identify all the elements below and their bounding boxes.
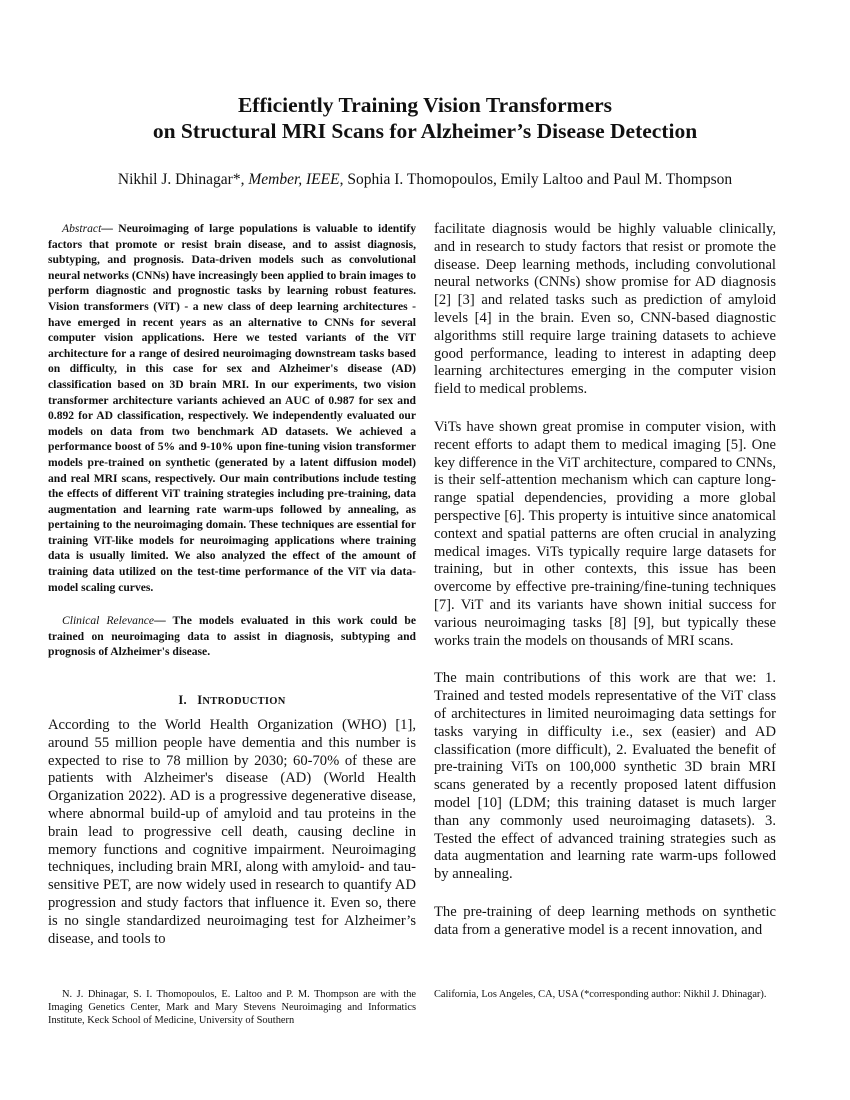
paper-title (60, 92, 790, 144)
footnote-right: California, Los Angeles, CA, USA (*corresponding author: Nikhil J. Dhinagar). (434, 989, 767, 1000)
title-line-1: Efficiently Training Vision Transformers (237, 93, 613, 117)
section-number: I. (178, 693, 187, 707)
right-column (434, 221, 776, 1000)
abstract (48, 221, 416, 595)
right-paragraph-3: The main contributions of this work are that we: 1. Trained and tested models representative of the ViT class of architectures in limited neuroimaging data settings for tasks varying in difficulty i.e., sex (easier) and AD classification (more difficult), 2. Evaluated the benefit of pre-training ViTs on 100,000 synthetic 3D brain MRI scans generated by a recently proposed latent diffusion model [10] (LDM; this training dataset is much larger than any commonly used neuroimaging datasets). 3. Tested the effect of advanced training strategies such as data augmentation and learning rate warm-ups followed by annealing. (434, 670, 776, 883)
footnote-left: N. J. Dhinagar, S. I. Thomopoulos, E. Laltoo and P. M. Thompson are with the Imaging Genetics Center, Mark and Mary Stevens Neuroimaging and Informatics Institute, Keck School of Medicine, University of Southern (48, 989, 416, 1027)
section-heading-introduction (48, 693, 416, 708)
author-others: , Sophia I. Thomopoulos, Emily Laltoo and Paul M. Thompson (339, 171, 733, 188)
clinical-relevance (48, 613, 416, 660)
right-paragraph-4: The pre-training of deep learning methods on synthetic data from a generative model is a recent innovation, and (434, 903, 776, 938)
abstract-label: Abstract (62, 222, 102, 235)
author-list (40, 170, 810, 190)
right-paragraph-2: ViTs have shown great promise in computer vision, with recent efforts to adapt them to medical imaging [5]. One key difference in the ViT architecture, compared to CNNs, is their self-attention mechanism which can capture long-range spatial dependencies, providing a more global perspective [6]. This property is intuitive since anatomical context and spatial patterns are often crucial in analyzing medical images. ViTs typically require large datasets for training, but in other contexts, this issue has been overcome by effective pre-training/fine-tuning techniques [7]. ViT and its variants have shown initial success for various neuroimaging tasks [8] [9], but typically these works train the models on thousands of MRI scans. (434, 418, 776, 649)
title-line-2: on Structural MRI Scans for Alzheimer’s Disease Detection (152, 119, 698, 143)
intro-paragraph: According to the World Health Organization (WHO) [1], around 55 million people have dementia and this number is expected to rise to 78 million by 2030; 60-70% of these are patients with Alzheimer's disease (AD) (World Health Organization 2022). AD is a progressive degenerative disease, where abnormal build-up of amyloid and tau proteins in the brain lead to progressive cell death, causing decline in memory functions and cognitive impairment. Neuroimaging techniques, including brain MRI, along with amyloid- and tau-sensitive PET, are now widely used in research to quantify AD progression and study factors that influence it. Even so, there is no single standardized neuroimaging test for Alzheimer’s disease, and tools to (48, 717, 416, 947)
section-title-rest: NTRODUCTION (202, 696, 286, 707)
clinical-relevance-label: Clinical Relevance (62, 614, 155, 628)
left-column (48, 221, 417, 1027)
author-first: Nikhil J. Dhinagar*, (117, 171, 249, 188)
abstract-text: — Neuroimaging of large populations is valuable to identify factors that promote or resist brain disease, and to assist diagnosis, subtyping, and prognosis. Data-driven models such as convolutional neural networks (CNNs) have increasingly been applied to brain images to perform diagnostic and prognostic tasks by learning robust features. Vision transformers (ViT) - a new class of deep learning architectures - have emerged in recent years as an alternative to CNNs for several computer vision applications. Here we tested variants of the ViT architecture for a range of desired neuroimaging downstream tasks based on difficulty, in this case for sex and Alzheimer's disease (AD) classification based on 3D brain MRI. In our experiments, two vision transformer architecture variants achieved an AUC of 0.987 for sex and 0.892 for AD classification, respectively. We independently evaluated our models on data from two benchmark AD datasets. We achieved a performance boost of 5% and 9-10% upon fine-tuning vision transformer models pre-trained on synthetic (generated by a latent diffusion model) and real MRI scans, respectively. Our main contributions include testing the effects of different ViT training strategies including pre-training, data augmentation and learning rate warm-ups followed by annealing, as pertaining to the neuroimaging domain. These techniques are essential for training ViT-like models for neuroimaging applications where training data is usually limited. We also analyzed the effect of the amount of training data utilized on the test-time performance of the ViT via data-model scaling curves. (48, 222, 416, 594)
author-affiliation: Member, IEEE (248, 171, 340, 188)
section-initial: I (197, 693, 203, 707)
clinical-relevance-text: — The models evaluated in this work could be trained on neuroimaging data to assist in diagnosis, subtyping and prognosis of Alzheimer's disease. (48, 614, 417, 659)
right-paragraph-1: facilitate diagnosis would be highly valuable clinically, and in research to study factors that resist or promote the disease. Deep learning methods, including convolutional neural networks (CNNs) show promise for AD diagnosis [2] [3] and related tasks such as prediction of amyloid levels [4] in the brain. Even so, CNN-based diagnostic algorithms still require large training datasets to achieve good performance, leading to interest in adapting deep learning architectures emerging in the computer vision field to medical problems. (434, 221, 776, 398)
